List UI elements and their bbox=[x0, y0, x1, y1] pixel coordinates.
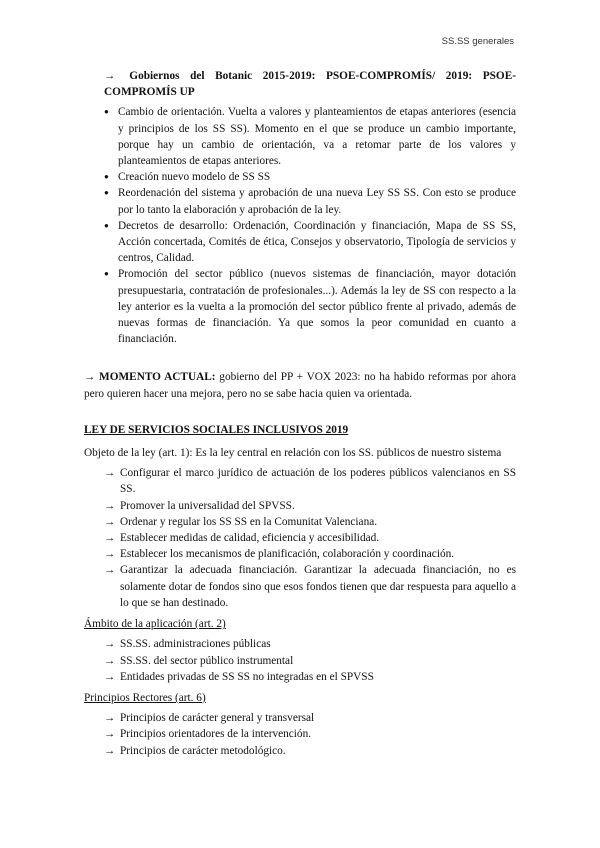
list-item: → Establecer los mecanismos de planificación, colaboración y coordinación. bbox=[84, 546, 516, 562]
list-item: → Configurar el marco jurídico de actuación de los poderes públicos valencianos en SS SS. bbox=[84, 465, 516, 497]
list-item: → Principios de carácter metodológico. bbox=[84, 743, 516, 759]
ambito-list bbox=[84, 636, 516, 685]
momento-actual-label: → MOMENTO ACTUAL: bbox=[84, 371, 216, 384]
momento-actual-text: gobierno del PP + VOX 2023: no ha habido reformas por ahora pero quieren hacer una mejora, pero no se sabe hacia quien va orientada. bbox=[84, 371, 516, 400]
ley-title: LEY DE SERVICIOS SOCIALES INCLUSIVOS 2019 bbox=[84, 423, 349, 436]
list-item: ● Creación nuevo modelo de SS SS bbox=[84, 169, 516, 185]
ambito-heading: Ámbito de la aplicación (art. 2) bbox=[84, 618, 226, 631]
list-item: → SS.SS. administraciones públicas bbox=[84, 636, 516, 652]
list-item: → Entidades privadas de SS SS no integradas en el SPVSS bbox=[84, 669, 516, 685]
list-item: → SS.SS. del sector público instrumental bbox=[84, 653, 516, 669]
list-item: → Ordenar y regular los SS SS en la Comunitat Valenciana. bbox=[84, 514, 516, 530]
ley-objeto: Objeto de la ley (art. 1): Es la ley central en relación con los SS. públicos de nuestro sistema bbox=[84, 447, 502, 460]
arrow-icon: → bbox=[104, 70, 116, 82]
momento-actual-paragraph bbox=[84, 369, 516, 401]
principios-heading: Principios Rectores (art. 6) bbox=[84, 691, 206, 704]
botanic-heading bbox=[104, 68, 516, 100]
list-item: ● Reordenación del sistema y aprobación de una nueva Ley SS SS. Con esto se produce por lo tanto la elaboración y aprobación de la ley. bbox=[84, 185, 516, 217]
botanic-list bbox=[84, 104, 516, 347]
list-item: → Establecer medidas de calidad, eficiencia y accesibilidad. bbox=[84, 530, 516, 546]
list-item: ● Cambio de orientación. Vuelta a valores y planteamientos de etapas anteriores (esencia y principios de los SS SS). Momento en el que se produce un cambio importante, porque hay un cambio de orientación, va a retomar parte de los valores y planteamientos de etapas anteriores. bbox=[84, 104, 516, 169]
list-item: → Promover la universalidad del SPVSS. bbox=[84, 498, 516, 514]
list-item: → Garantizar la adecuada financiación. Garantizar la adecuada financiación, no es solamente dotar de fondos sino que esos fondos tienen que dar respuesta para aquello a lo que se han destinado. bbox=[84, 562, 516, 611]
page-header: SS.SS generales bbox=[441, 36, 514, 47]
list-item: ● Decretos de desarrollo: Ordenación, Coordinación y financiación, Mapa de SS SS, Acción concertada, Comités de ética, Consejos y observatorio, Tipología de servicios y centros, Calidad. bbox=[84, 218, 516, 267]
list-item: → Principios de carácter general y transversal bbox=[84, 710, 516, 726]
list-item: → Principios orientadores de la intervención. bbox=[84, 726, 516, 742]
objetivos-list bbox=[84, 465, 516, 611]
botanic-heading-text: Gobiernos del Botanic 2015-2019: PSOE-COMPROMÍS/ 2019: PSOE-COMPROMÍS UP bbox=[104, 70, 516, 99]
list-item: ● Promoción del sector público (nuevos sistemas de financiación, mayor dotación presupuestaria, contratación de profesionales...). Además la ley de SS con respecto a la ley anterior es la vuelta a la promoción del sector público frente al privado, además de nuevas formas de financiación. Ya que somos la peor comunidad en cuanto a financiación. bbox=[84, 266, 516, 347]
principios-list bbox=[84, 710, 516, 759]
document-body bbox=[84, 68, 516, 759]
